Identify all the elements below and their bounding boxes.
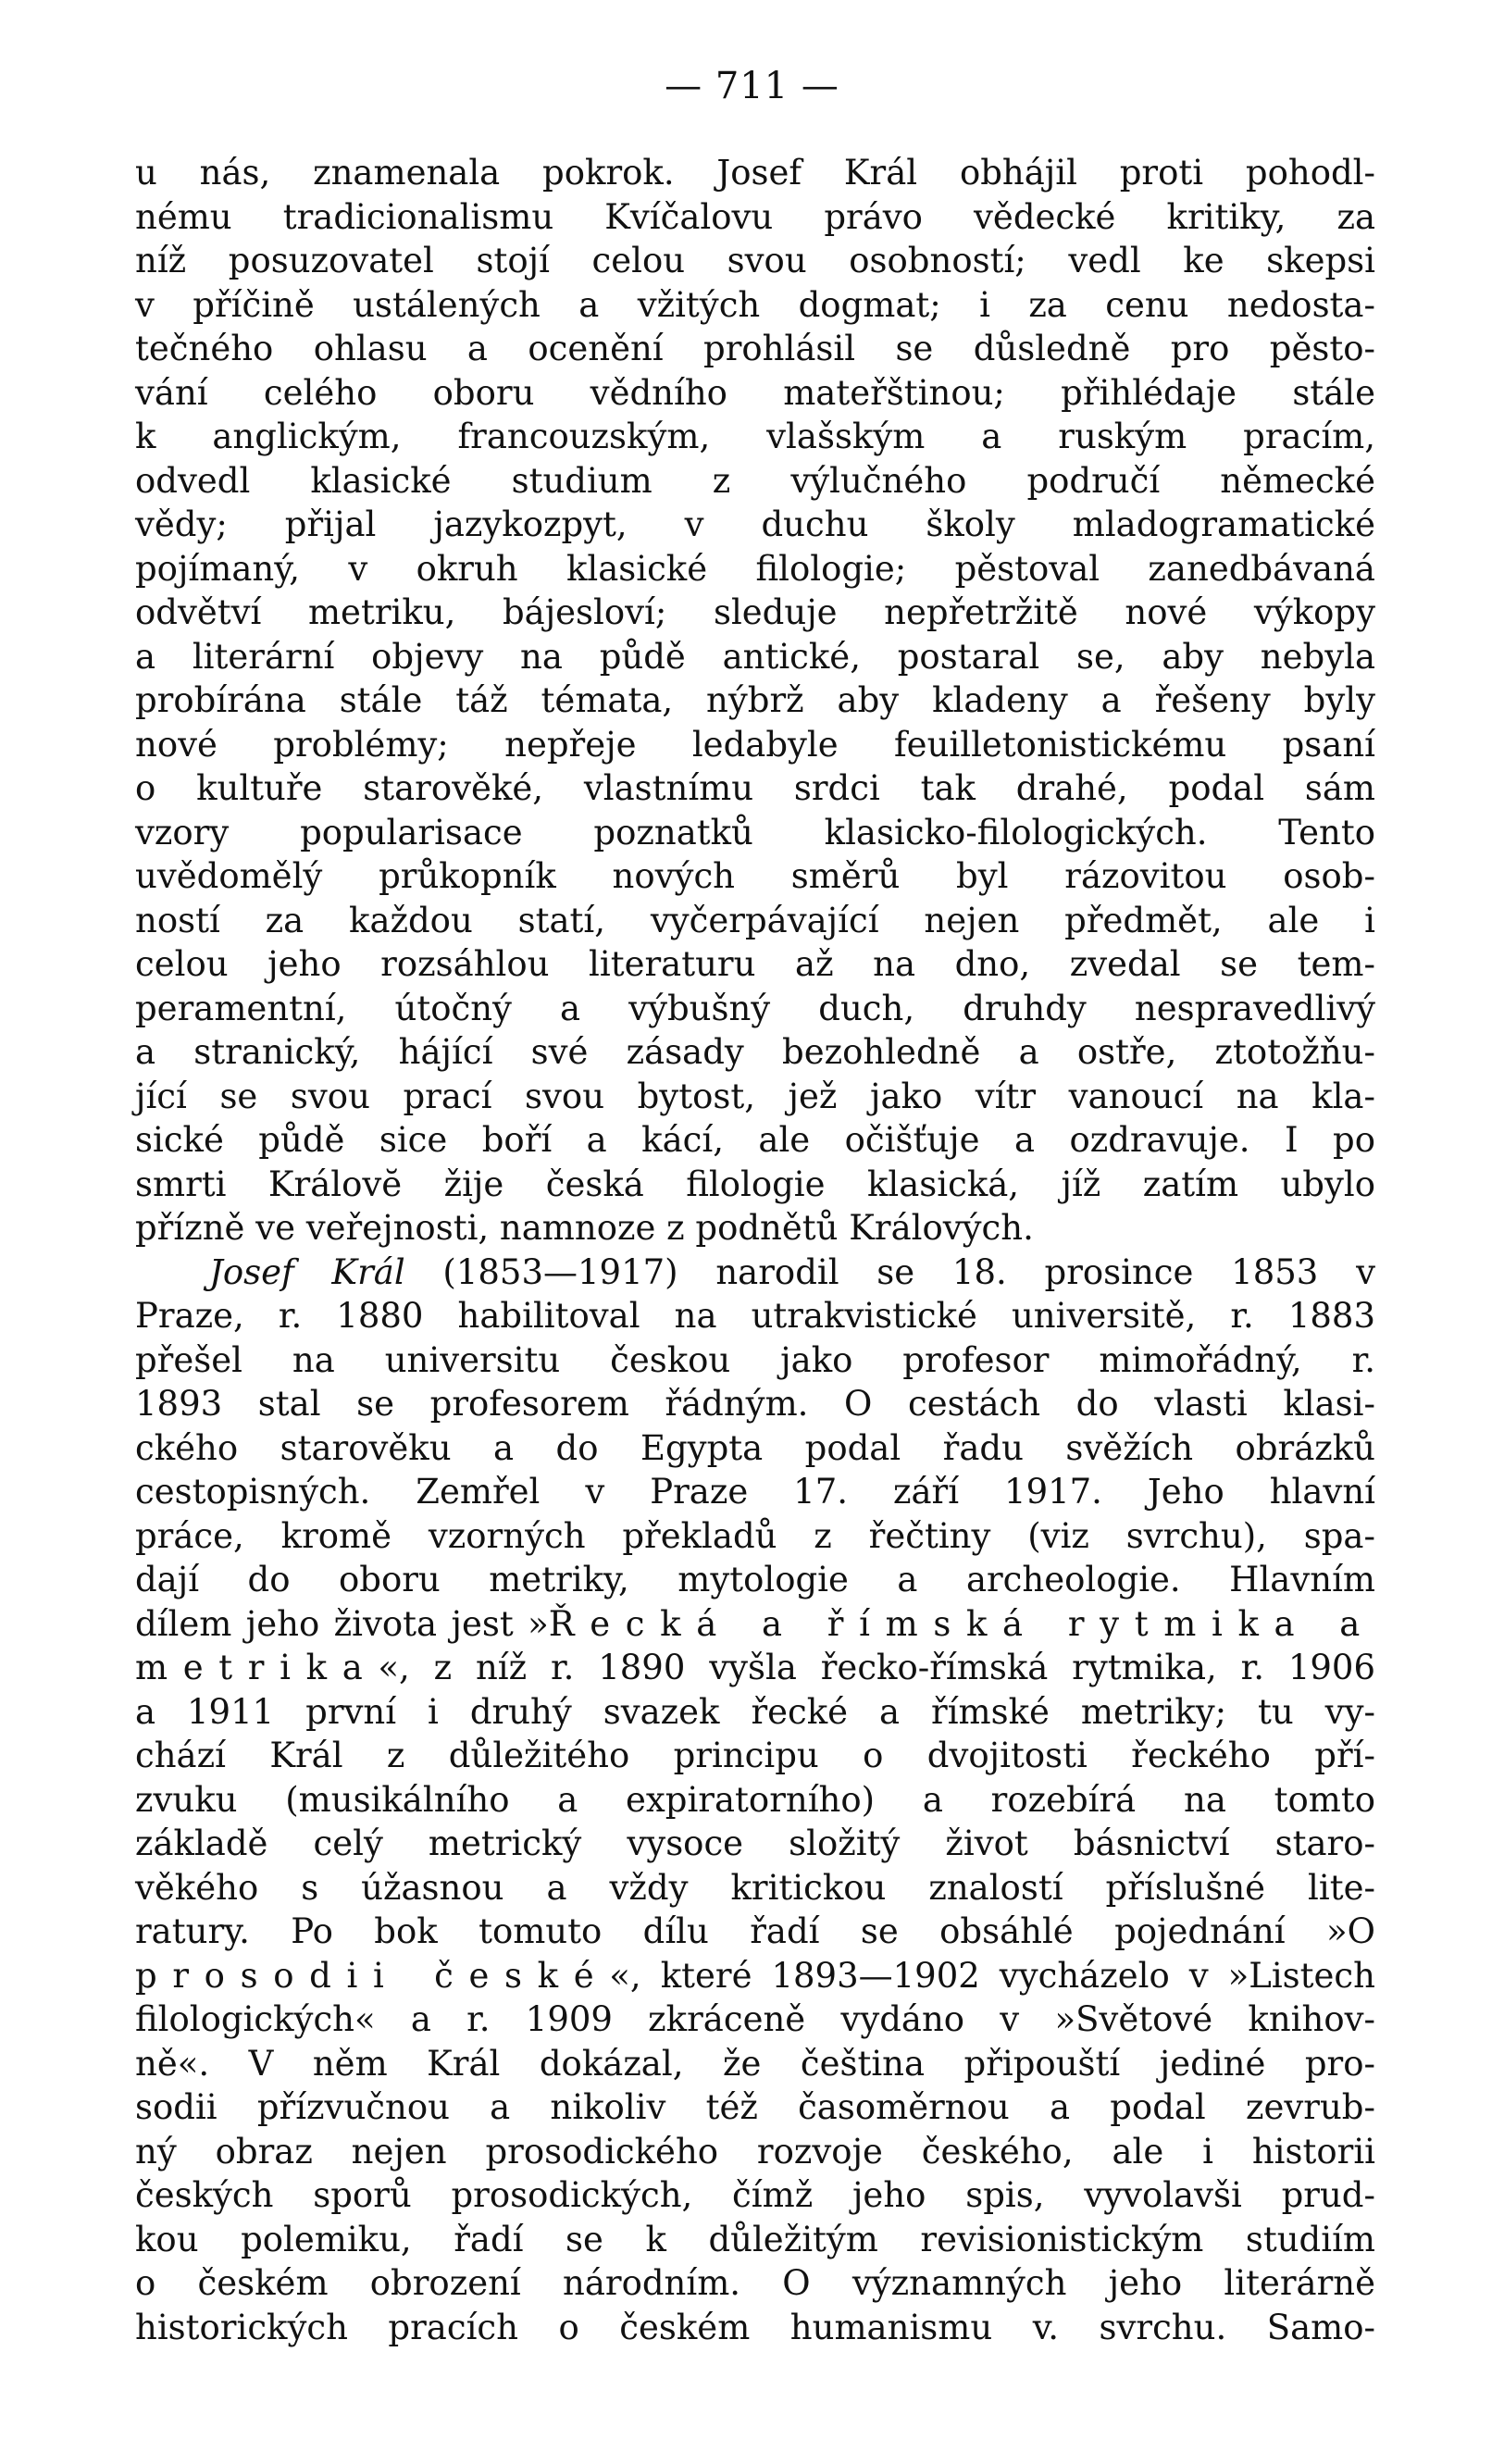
text-line: práce, kromě vzorných překladů z řečtiny (viz svrchu), spa-: [135, 1515, 1375, 1556]
text-line: Praze, r. 1880 habilitoval na utrakvistické universitě, r. 1883: [135, 1296, 1375, 1336]
bio-first-line: [135, 1251, 1375, 1295]
text-line: tečného ohlasu a ocenění prohlásil se důsledně pro pěsto-: [135, 329, 1375, 368]
text-line: jící se svou prací svou bytost, jež jako vítr vanoucí na kla-: [135, 1076, 1375, 1116]
text-line: historických pracích o českém humanismu v. svrchu. Samo-: [135, 2307, 1375, 2347]
text-line: k anglickým, francouzským, vlašským a ruským pracím,: [135, 417, 1375, 456]
text-line: kou polemiku, řadí se k důležitým revisionistickým studiím: [135, 2219, 1375, 2259]
text-line: dají do oboru metriky, mytologie a archeologie. Hlavním: [135, 1560, 1375, 1599]
text-line: níž posuzovatel stojí celou svou osobností; vedl ke skepsi: [135, 241, 1375, 280]
text-line: 1893 stal se profesorem řádným. O cestách do vlasti klasi-: [135, 1384, 1375, 1424]
text-line: pojímaný, v okruh klasické filologie; pěstoval zanedbávaná: [135, 548, 1375, 589]
text-line: vědy; přijal jazykozpyt, v duchu školy mladogramatické: [135, 504, 1375, 544]
text-line: zvuku (musikálního a expiratorního) a rozebírá na tomto: [135, 1779, 1375, 1820]
text-line: vzory popularisace poznatků klasicko-filologických. Tento: [135, 812, 1375, 852]
text-line: peramentní, útočný a výbušný duch, druhdy nespravedlivý: [135, 988, 1375, 1028]
text-line: [135, 1954, 1375, 1998]
text-line: základě celý metrický vysoce složitý život básnictví staro-: [135, 1823, 1375, 1863]
page-number: — 711 —: [665, 65, 839, 107]
work-title-spaced: prosodii české: [135, 1955, 610, 1996]
work-title-spaced: metrika: [135, 1648, 379, 1687]
text-line: odvedl klasické studium z výlučného područí německé: [135, 460, 1375, 501]
text-line: nému tradicionalismu Kvíčalovu právo vědecké kritiky, za: [135, 196, 1375, 237]
text-line: a 1911 první i druhý svazek řecké a římské metriky; tu vy-: [135, 1691, 1375, 1732]
text-line: a literární objevy na půdě antické, postaral se, aby nebyla: [135, 636, 1375, 677]
text-line: ností za každou statí, vyčerpávající nejen předmět, ale i: [135, 900, 1375, 940]
text-line: celou jeho rozsáhlou literaturu až na dno, zvedal se tem-: [135, 944, 1375, 984]
text-line: sodii přízvučnou a nikoliv též časoměrnou a podal zevrub-: [135, 2087, 1375, 2127]
text-line: ratury. Po bok tomuto dílu řadí se obsáhlé pojednání »O: [135, 1911, 1375, 1951]
text-line: ckého starověku a do Egypta podal řadu svěžích obrázků: [135, 1427, 1375, 1468]
text-line: odvětví metriku, bájesloví; sleduje nepřetržitě nové výkopy: [135, 592, 1375, 632]
text-line: probírána stále táž témata, nýbrž aby kladeny a řešeny byly: [135, 680, 1375, 720]
text-line: cestopisných. Zemřel v Praze 17. září 1917. Jeho hlavní: [135, 1472, 1375, 1512]
text-line: [135, 1602, 1375, 1647]
text-line: [135, 1646, 1375, 1690]
text-line: přízně ve veřejnosti, namnoze z podnětů Králových.: [135, 1208, 1034, 1248]
text-line: o českém obrození národním. O významných jeho literárně: [135, 2263, 1375, 2303]
work-title-spaced: Řecká a římská rytmika a: [548, 1603, 1375, 1644]
text-line: o kultuře starověké, vlastnímu srdci tak drahé, podal sám: [135, 768, 1375, 808]
text-line: a stranický, hájící své zásady bezohledně a ostře, ztotožňu-: [135, 1032, 1375, 1072]
text-line: smrti Královĕ žije česká filologie klasická, jíž zatím ubylo: [135, 1164, 1375, 1204]
bio-name: Josef Král: [209, 1251, 405, 1292]
text-line: v příčině ustálených a vžitých dogmat; i za cenu nedosta-: [135, 284, 1375, 325]
text-line: vání celého oboru vědního mateřštinou; přihlédaje stále: [135, 372, 1375, 413]
text-line: nové problémy; nepřeje ledabyle feuilletonistickému psaní: [135, 724, 1375, 765]
text-line: ně«. V něm Král dokázal, že čeština připouští jediné pro-: [135, 2043, 1375, 2084]
text-line: uvědomělý průkopník nových směrů byl rázovitou osob-: [135, 856, 1375, 896]
text-line: českých sporů prosodických, čímž jeho spis, vyvolavši prud-: [135, 2175, 1375, 2215]
text-line: přešel na universitu českou jako profesor mimořádný, r.: [135, 1339, 1375, 1380]
text-line: chází Král z důležitého principu o dvojitosti řeckého pří-: [135, 1736, 1375, 1775]
text-line: filologických« a r. 1909 zkráceně vydáno v »Světové knihov-: [135, 1999, 1375, 2039]
bio-text: «, z níž r. 1890 vyšla řecko-římská rytmika, r. 1906: [378, 1648, 1375, 1687]
bio-text: «, které 1893—1902 vycházelo v »Listech: [609, 1955, 1375, 1996]
text-line: sické půdě sice boří a kácí, ale očišťuje a ozdravuje. I po: [135, 1120, 1375, 1160]
bio-text: (1853—1917) narodil se 18. prosince 1853 v: [442, 1251, 1375, 1292]
text-line: u nás, znamenala pokrok. Josef Král obhájil proti pohodl-: [135, 153, 1375, 193]
bio-text: dílem jeho života jest »: [135, 1603, 549, 1644]
text-line: ný obraz nejen prosodického rozvoje českého, ale i historii: [135, 2131, 1375, 2172]
text-line: věkého s úžasnou a vždy kritickou znalostí příslušné lite-: [135, 1867, 1375, 1908]
body-text: [135, 151, 1375, 2349]
